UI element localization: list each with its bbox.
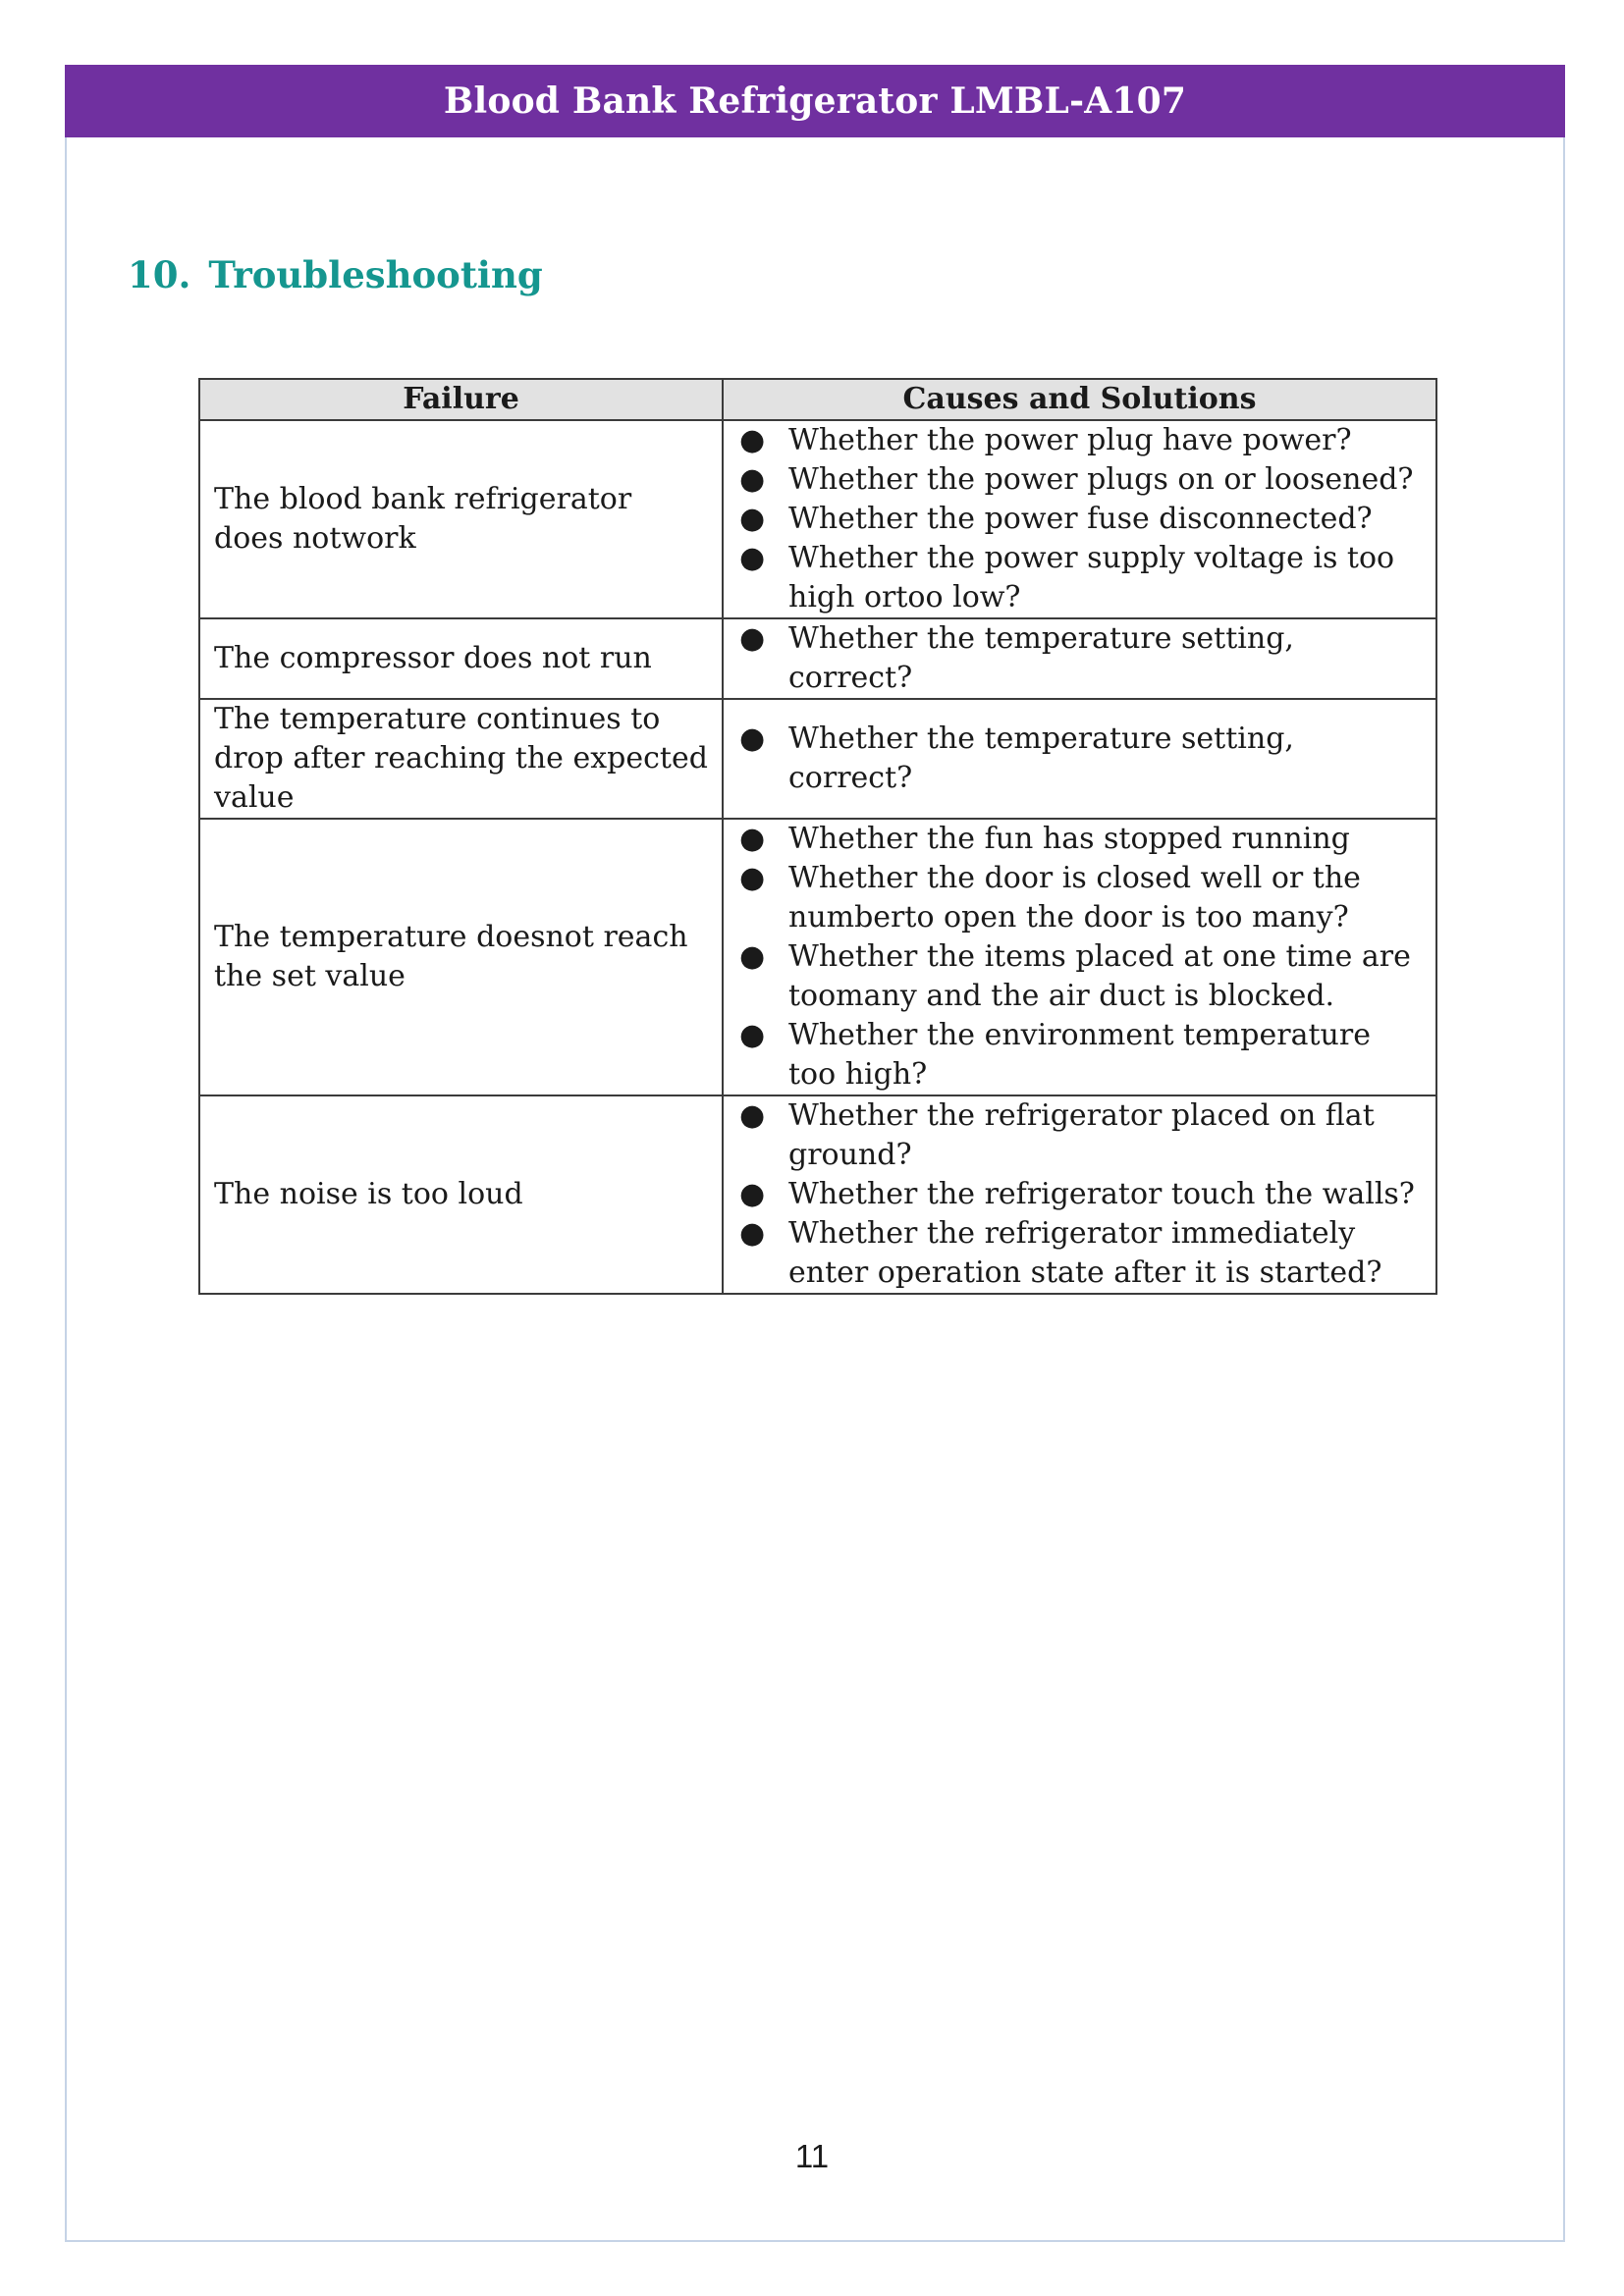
causes-cell [723,819,1436,1095]
table-row [199,1095,1436,1294]
list-item [737,937,1422,1016]
document-header [65,65,1565,137]
cause-text: Whether the power plug have power? [788,423,1352,457]
list-item [737,1096,1422,1175]
bullet-icon: ● [739,822,766,856]
bullet-icon: ● [739,462,766,497]
list-item [737,539,1422,617]
cause-text: Whether the temperature setting, correct? [788,721,1294,795]
failure-cell [199,618,723,699]
failure-cell [199,1095,723,1294]
cause-text: Whether the door is closed well or the numberto open the door is too many? [788,861,1361,934]
section-number: 10. [128,253,191,296]
cause-text: Whether the refrigerator placed on flat ground? [788,1098,1375,1172]
failure-text: The temperature continues to drop after reaching the expected value [214,702,708,815]
list-item [737,1175,1422,1214]
cause-text: Whether the power fuse disconnected? [788,502,1373,536]
cause-text: Whether the power supply voltage is too high ortoo low? [788,541,1395,614]
header-failure: Failure [199,379,723,420]
cause-text: Whether the temperature setting, correct? [788,621,1294,695]
list-item [737,1016,1422,1095]
bullet-icon: ● [739,1216,766,1251]
cause-text: Whether the refrigerator touch the walls? [788,1177,1415,1211]
bullet-icon: ● [739,541,766,575]
causes-cell [723,420,1436,618]
failure-text: The blood bank refrigerator does notwork [214,482,632,556]
bullet-icon: ● [739,502,766,536]
bullet-icon: ● [739,939,766,974]
list-item [737,500,1422,539]
section-heading [128,253,543,296]
causes-cell [723,699,1436,819]
troubleshooting-table [198,378,1437,1295]
causes-cell [723,618,1436,699]
failure-text: The compressor does not run [214,641,652,675]
table-row [199,420,1436,618]
table-row [199,699,1436,819]
list-item [737,820,1422,859]
bullet-icon: ● [739,1177,766,1211]
header-causes: Causes and Solutions [723,379,1436,420]
causes-cell [723,1095,1436,1294]
cause-text: Whether the items placed at one time are toomany and the air duct is blocked. [788,939,1411,1013]
bullet-icon: ● [739,861,766,895]
causes-list [737,820,1422,1095]
table-row [199,819,1436,1095]
failure-cell [199,819,723,1095]
bullet-icon: ● [739,1018,766,1052]
failure-cell [199,699,723,819]
list-item [737,859,1422,937]
document-title: Blood Bank Refrigerator LMBL-A107 [443,80,1187,122]
causes-list [737,619,1422,698]
table-row [199,618,1436,699]
list-item [737,619,1422,698]
bullet-icon: ● [739,1098,766,1133]
causes-list [737,421,1422,617]
cause-text: Whether the refrigerator immediately enter operation state after it is started? [788,1216,1382,1290]
failure-text: The noise is too loud [214,1177,523,1211]
bullet-icon: ● [739,423,766,457]
cause-text: Whether the power plugs on or loosened? [788,462,1414,497]
causes-list [737,720,1422,798]
cause-text: Whether the fun has stopped running [788,822,1350,856]
page-number: 11 [794,2138,830,2174]
failure-text: The temperature doesnot reach the set value [214,920,688,993]
list-item [737,421,1422,460]
list-item [737,460,1422,500]
bullet-icon: ● [739,721,766,756]
list-item [737,1214,1422,1293]
bullet-icon: ● [739,621,766,656]
failure-cell [199,420,723,618]
causes-list [737,1096,1422,1293]
troubleshooting-table-wrapper [198,378,1435,1295]
table-header-row [199,379,1436,420]
list-item [737,720,1422,798]
section-title: Troubleshooting [208,253,543,296]
cause-text: Whether the environment temperature too high? [788,1018,1371,1092]
